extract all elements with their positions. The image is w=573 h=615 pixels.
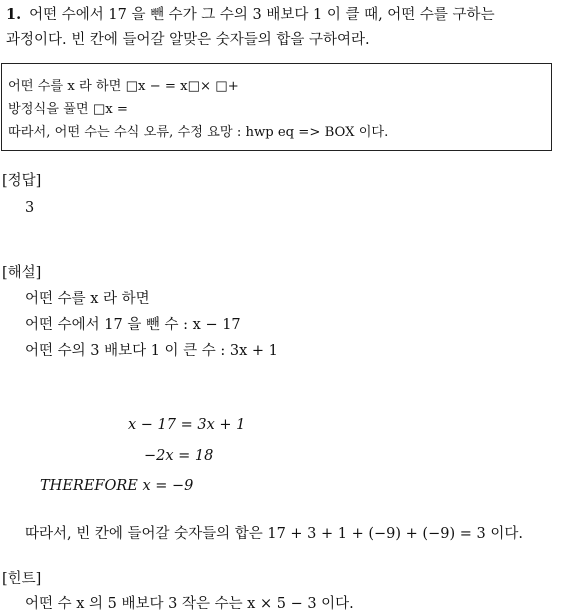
problem-text-line-2: 과정이다. 빈 칸에 들어갈 알맞은 숫자들의 합을 구하여라.	[6, 32, 370, 48]
answer-label: [정답]	[2, 173, 42, 189]
hint-text: 어떤 수 x 의 5 배보다 3 작은 수는 x × 5 − 3 이다.	[25, 596, 354, 612]
answer-value: 3	[25, 200, 35, 216]
explanation-line-3: 어떤 수의 3 배보다 1 이 큰 수 : 3x + 1	[25, 343, 278, 359]
explanation-line-1: 어떤 수를 x 라 하면	[25, 291, 150, 307]
box-line-1: 어떤 수를 x 라 하면 □x − = x□× □+	[8, 79, 239, 94]
equation-line-1: x − 17 = 3x + 1	[128, 417, 246, 433]
problem-text-line-1: 어떤 수에서 17 을 뺀 수가 그 수의 3 배보다 1 이 클 때, 어떤 수를 구하는	[29, 7, 495, 23]
explanation-label: [해설]	[2, 265, 42, 281]
problem-number: 1.	[6, 6, 22, 23]
fill-in-box	[1, 63, 552, 151]
explanation-line-2: 어떤 수에서 17 을 뺀 수 : x − 17	[25, 317, 241, 333]
problem-line-1	[6, 8, 495, 23]
equation-line-3: THEREFORE x = −9	[40, 478, 194, 494]
box-line-2: 방정식을 풀면 □x =	[8, 102, 128, 117]
explanation-conclusion: 따라서, 빈 칸에 들어갈 숫자들의 합은 17 + 3 + 1 + (−9) + (−9) = 3 이다.	[25, 526, 523, 542]
hint-label: [힌트]	[2, 571, 42, 587]
equation-line-2: −2x = 18	[144, 448, 214, 464]
box-line-3: 따라서, 어떤 수는 수식 오류, 수정 요망 : hwp eq => BOX 이다.	[8, 125, 389, 140]
